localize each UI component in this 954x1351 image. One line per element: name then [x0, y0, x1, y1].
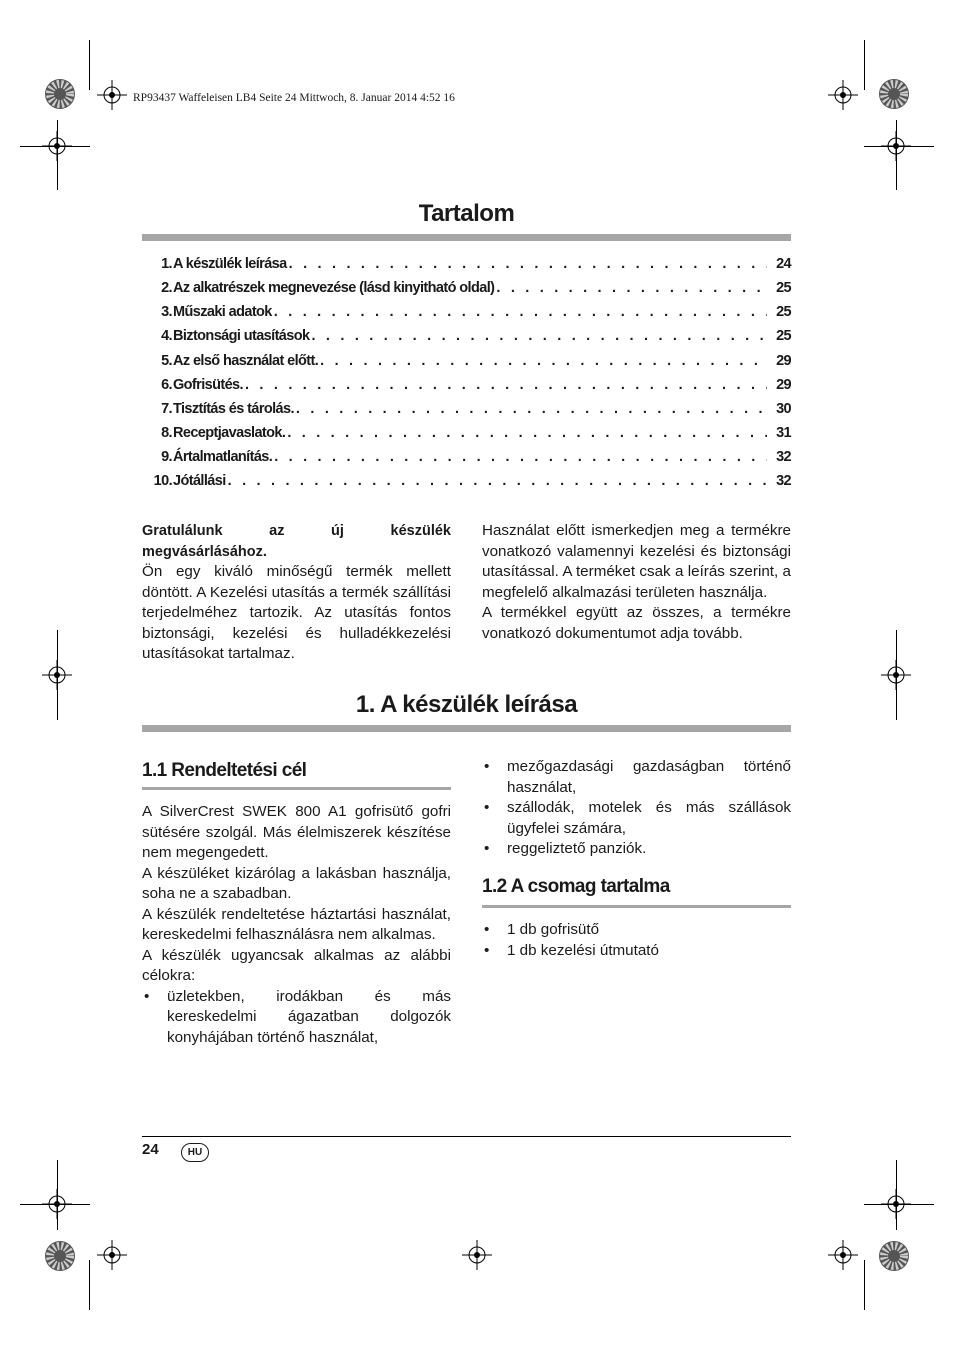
toc-item-title: Az első használat előtt. — [173, 353, 319, 369]
color-wheel-icon — [878, 78, 910, 110]
registration-mark-icon — [881, 1189, 911, 1219]
subsection-1-1-title: 1.1 Rendeltetési cél — [142, 760, 307, 781]
bullet-list — [142, 987, 451, 1049]
language-badge: HU — [181, 1143, 209, 1162]
toc-item-number: 4. — [161, 328, 172, 344]
intro-right — [482, 521, 791, 644]
intro-left — [142, 521, 451, 665]
toc-item-leader — [228, 473, 767, 489]
registration-mark-icon — [42, 131, 72, 161]
toc-item-number: 6. — [161, 377, 172, 393]
toc-item[interactable] — [140, 449, 791, 469]
toc-item-number: 9. — [161, 449, 172, 465]
list-item: • üzletekben, irodákban és más kereskedelmi ágazatban dolgozók konyhájában történő használat, — [142, 987, 451, 1049]
paragraph: A készülék ugyancsak alkalmas az alábbi célokra: — [142, 946, 451, 984]
list-item: • 1 db gofrisütő — [482, 920, 791, 941]
toc-item[interactable] — [140, 377, 791, 397]
toc-item-number: 3. — [161, 304, 172, 320]
list-item: • mezőgazdasági gazdaságban történő használat, — [482, 757, 791, 798]
page-number: 24 — [142, 1141, 159, 1158]
color-wheel-icon — [878, 1240, 910, 1272]
toc-item[interactable] — [140, 425, 791, 445]
registration-mark-icon — [881, 660, 911, 690]
toc-item[interactable] — [140, 280, 791, 300]
toc-title-rule — [142, 234, 791, 241]
toc-item-title: Műszaki adatok — [173, 304, 272, 320]
toc-item-leader — [289, 256, 767, 272]
registration-mark-icon — [828, 80, 858, 110]
toc-item-page: 32 — [776, 473, 791, 489]
registration-mark-icon — [42, 660, 72, 690]
toc-item-title: Jótállási — [173, 473, 226, 489]
toc-item-title: Biztonsági utasítások — [173, 328, 310, 344]
toc-item-leader — [287, 425, 767, 441]
toc-item-leader — [296, 401, 767, 417]
toc-item-page: 29 — [776, 353, 791, 369]
bullet-list — [482, 920, 791, 961]
toc-item-page: 29 — [776, 377, 791, 393]
toc-item-page: 24 — [776, 256, 791, 272]
section-title-rule — [142, 725, 791, 732]
subsection-1-1-body — [142, 802, 451, 1048]
paragraph: A SilverCrest SWEK 800 A1 gofrisütő gofri sütésére szolgál. Más élelmiszerek készítése nem megengedett. — [142, 803, 451, 861]
subsection-1-2-title: 1.2 A csomag tartalma — [482, 876, 670, 897]
toc-item-number: 5. — [161, 353, 172, 369]
toc-item[interactable] — [140, 328, 791, 348]
intro-left-text: Ön egy kiváló minőségű termék mellett döntött. A Kezelési utasítás a termék szállítási terjedelméhez tartozik. Az utasítás fontos biztonsági, kezelési és hulladékkezelési utasításokat tartalmaz. — [142, 563, 451, 662]
toc-item-title: Gofrisütés. — [173, 377, 243, 393]
toc-item-title: Ártalmatlanítás. — [173, 449, 273, 465]
toc-item-number: 8. — [161, 425, 172, 441]
registration-mark-icon — [881, 131, 911, 161]
color-wheel-icon — [44, 1240, 76, 1272]
section-title: 1. A készülék leírása — [355, 691, 578, 718]
toc-item[interactable] — [140, 473, 791, 493]
intro-heading: Gratulálunk az új készülék megvásárlásához. — [142, 523, 451, 560]
toc-item[interactable] — [140, 353, 791, 373]
toc-item-leader — [311, 328, 767, 344]
toc-item-page: 31 — [776, 425, 791, 441]
subsection-1-1-rule — [142, 787, 451, 790]
subsection-1-1-right — [482, 757, 791, 860]
color-wheel-icon — [44, 78, 76, 110]
intro-right-p1: Használat előtt ismerkedjen meg a termékre vonatkozó valamennyi kezelési és biztonsági utasítással. A terméket csak a leírás szerint, a megfelelő alkalmazási területen használja. — [482, 522, 791, 601]
paragraph: A készüléket kizárólag a lakásban használja, soha ne a szabadban. — [142, 864, 451, 902]
registration-mark-icon — [97, 80, 127, 110]
intro-right-p2: A termékkel együtt az összes, a termékre vonatkozó dokumentumot adja tovább. — [482, 604, 791, 642]
toc-item-leader — [274, 449, 767, 465]
toc-item-number: 10. — [153, 473, 172, 489]
list-item: • reggeliztető panziók. — [482, 839, 791, 860]
toc-item-number: 1. — [161, 256, 172, 272]
toc-item[interactable] — [140, 256, 791, 276]
toc-item-leader — [496, 280, 767, 296]
registration-mark-icon — [462, 1240, 492, 1270]
toc-item-title: Receptjavaslatok. — [173, 425, 286, 441]
toc-item-number: 2. — [161, 280, 172, 296]
toc-item-page: 32 — [776, 449, 791, 465]
list-item: • 1 db kezelési útmutató — [482, 941, 791, 962]
footer-rule — [142, 1136, 791, 1137]
toc-title: Tartalom — [418, 200, 515, 227]
registration-mark-icon — [97, 1240, 127, 1270]
toc-item-leader — [274, 304, 767, 320]
toc-item[interactable] — [140, 401, 791, 421]
toc-item-leader — [245, 377, 767, 393]
toc-item-title: A készülék leírása — [173, 256, 287, 272]
toc-item-page: 25 — [776, 304, 791, 320]
paragraph: A készülék rendeltetése háztartási használat, kereskedelmi felhasználásra nem alkalmas. — [142, 905, 451, 943]
toc-item[interactable] — [140, 304, 791, 324]
toc-item-title: Az alkatrészek megnevezése (lásd kinyitható oldal) — [173, 280, 495, 296]
toc-item-page: 30 — [776, 401, 791, 417]
toc-item-page: 25 — [776, 328, 791, 344]
subsection-1-2-body — [482, 920, 791, 961]
toc-item-number: 7. — [161, 401, 172, 417]
registration-mark-icon — [828, 1240, 858, 1270]
toc-item-title: Tisztítás és tárolás. — [173, 401, 294, 417]
print-header: RP93437 Waffeleisen LB4 Seite 24 Mittwoch, 8. Januar 2014 4:52 16 — [133, 92, 455, 104]
registration-mark-icon — [42, 1189, 72, 1219]
toc-item-leader — [320, 353, 767, 369]
toc-item-page: 25 — [776, 280, 791, 296]
subsection-1-2-rule — [482, 905, 791, 908]
list-item: • szállodák, motelek és más szállások ügyfelei számára, — [482, 798, 791, 839]
bullet-list — [482, 757, 791, 860]
